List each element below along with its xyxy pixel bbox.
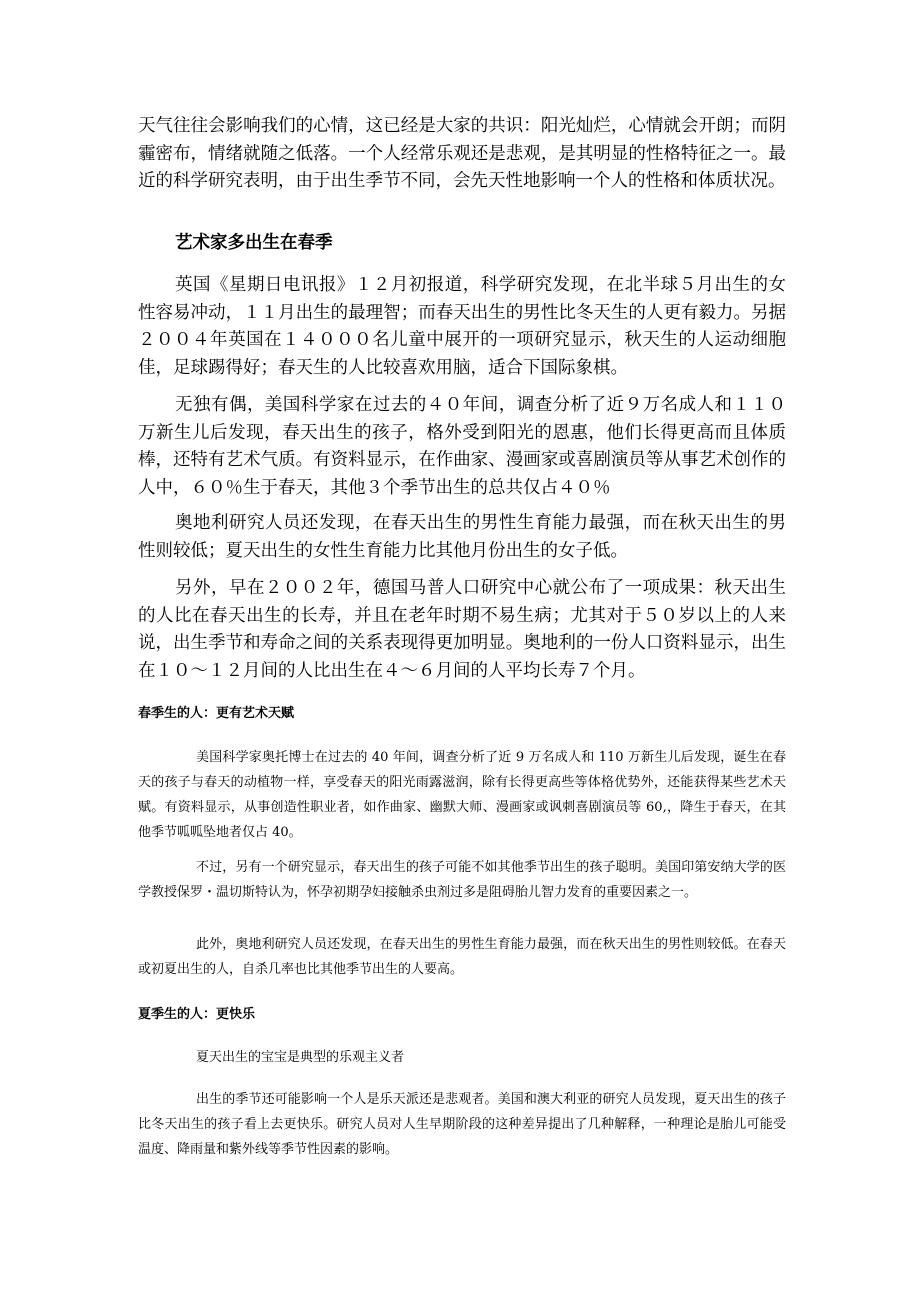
paragraph: 奥地利研究人员还发现，在春天出生的男性生育能力最强，而在秋天出生的男性则较低；夏天出生的女性生育能力比其他月份出生的女子低。 (138, 513, 786, 561)
paragraph: 此外，奥地利研究人员还发现，在春天出生的男性生育能力最强，而在秋天出生的男性则较低。在春天或初夏出生的人，自杀几率也比其他季节出生的人要高。 (138, 937, 786, 977)
section-heading-artists: 艺术家多出生在春季 (175, 233, 333, 253)
paragraph: 不过，另有一个研究显示，春天出生的孩子可能不如其他季节出生的孩子聪明。美国印第安纳大学的医学教授保罗・温切斯特认为，怀孕初期孕妇接触杀虫剂过多是阻碍胎儿智力发育的重要因素之一。 (138, 860, 786, 900)
paragraph: 出生的季节还可能影响一个人是乐天派还是悲观者。美国和澳大利亚的研究人员发现，夏天出生的孩子比冬天出生的孩子看上去更快乐。研究人员对人生早期阶段的这种差异提出了几种解释，一种理论是胎儿可能受温度、降雨量和紫外线等季节性因素的影响。 (138, 1092, 786, 1157)
paragraph: 美国科学家奥托博士在过去的 40 年间，调查分析了近 9 万名成人和 110 万新生儿后发现，诞生在春天的孩子与春天的动植物一样，享受春天的阳光雨露滋润，除有长得更高些等体格优势外，还能获得某些艺术天赋。有资料显示，从事创造性职业者，如作曲家、幽默大师、漫画家或讽刺喜剧演员等 60,，降生于春天，在其他季节呱呱坠地者仅占 40。 (138, 750, 786, 840)
paragraph: 另外，早在２００２年，德国马普人口研究中心就公布了一项成果：秋天出生的人比在春天出生的长寿，并且在老年时期不易生病；尤其对于５０岁以上的人来说，出生季节和寿命之间的关系表现得更加明显。奥地利的一份人口资料显示，出生在１０～１２月间的人比出生在４～６月间的人平均长寿７个月。 (138, 578, 786, 681)
intro-paragraph: 天气往往会影响我们的心情，这已经是大家的共识：阳光灿烂，心情就会开朗；而阴霾密布，情绪就随之低落。一个人经常乐观还是悲观，是其明显的性格特征之一。最近的科学研究表明，由于出生季节不同，会先天性地影响一个人的性格和体质状况。 (138, 116, 786, 191)
paragraph: 英国《星期日电讯报》１２月初报道，科学研究发现，在北半球５月出生的女性容易冲动，１１月出生的最理智；而春天出生的男性比冬天生的人更有毅力。另据２００４年英国在１４０００名儿童中展开的一项研究显示，秋天生的人运动细胞佳，足球踢得好；春天生的人比较喜欢用脑，适合下国际象棋。 (138, 275, 786, 378)
paragraph: 夏天出生的宝宝是典型的乐观主义者 (196, 1050, 405, 1065)
section-heading-spring: 春季生的人：更有艺术天赋 (138, 706, 295, 721)
section-heading-summer: 夏季生的人：更快乐 (138, 1007, 256, 1022)
paragraph: 无独有偶，美国科学家在过去的４０年间，调查分析了近９万名成人和１１０万新生儿后发现，春天出生的孩子，格外受到阳光的恩惠，他们长得更高而且体质棒，还特有艺术气质。有资料显示，在作曲家、漫画家或喜剧演员等从事艺术创作的人中，６０％生于春天，其他３个季节出生的总共仅占４０％ (138, 395, 786, 498)
